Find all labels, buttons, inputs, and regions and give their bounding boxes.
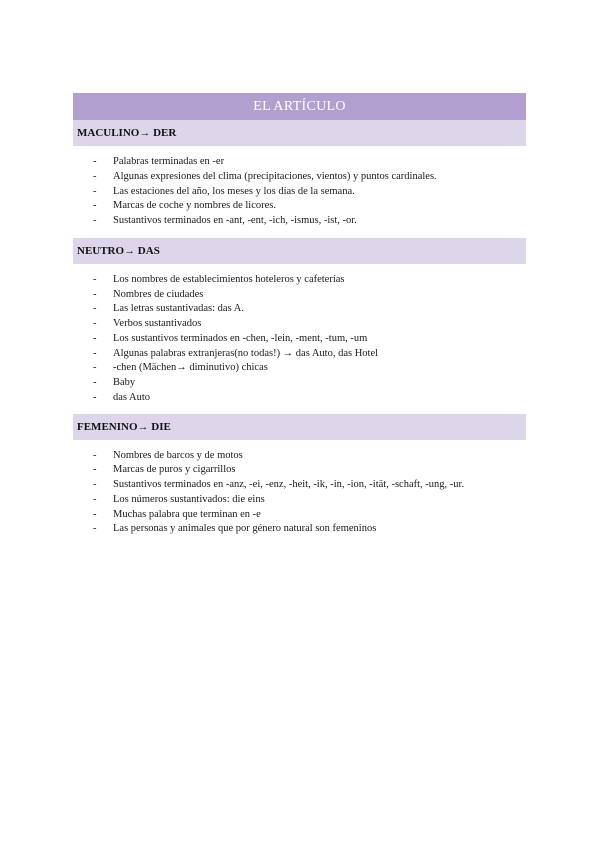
section-heading-feminine: FEMENINO→ DIE: [73, 414, 526, 440]
list-item: - Nombres de ciudades: [93, 288, 204, 300]
list-item: - Las letras sustantivadas: das A.: [93, 303, 244, 315]
list-item: - Algunas palabras extranjeras(no todas!) → das Auto, das Hotel: [93, 347, 379, 359]
section-feminine: [73, 414, 526, 538]
list-item: - Sustantivos terminados en -anz, -ei, -enz, -heit, -ik, -in, -ion, -ität, -schaft, -ung, -ur.: [93, 479, 465, 490]
list-item: - Sustantivos terminados en -ant, -ent, -ich, -ismus, -ist, -or.: [93, 215, 357, 226]
list-item: - Los números sustantivados: die eins: [93, 493, 265, 505]
list-item: - Nombres de barcos y de motos: [93, 449, 243, 461]
list-item: - Palabras terminadas en -er: [93, 156, 225, 167]
list-item: - Las estaciones del año, los meses y los días de la semana.: [93, 185, 355, 197]
list-item: - Marcas de puros y cigarrillos: [93, 464, 236, 476]
list-item: - Los sustantivos terminados en -chen, -lein, -ment, -tum, -um: [93, 332, 368, 344]
list-item: - Marcas de coche y nombres de licores.: [93, 200, 276, 212]
document-page: [73, 93, 526, 537]
list-item: - Algunas expresiones del clima (precipitaciones, vientos) y puntos cardinales.: [93, 170, 437, 182]
list-item: - Baby: [93, 377, 136, 388]
document-title: EL ARTÍCULO: [73, 93, 526, 120]
list-item: - das Auto: [93, 391, 151, 403]
list-item: - Muchas palabra que terminan en -e: [93, 508, 261, 520]
section-masculine: [73, 120, 526, 238]
masculine-list: [73, 146, 526, 238]
list-item: - -chen (Mächen→ diminutivo) chicas: [93, 362, 268, 374]
list-item: - Los nombres de establecimientos hoteleros y cafeterías: [93, 273, 345, 285]
section-neuter: [73, 238, 526, 414]
feminine-list: [73, 440, 526, 538]
neuter-list: [73, 264, 526, 414]
list-item: - Verbos sustantivados: [93, 318, 202, 329]
section-heading-masculine: MACULINO→ DER: [73, 120, 526, 146]
list-item: - Las personas y animales que por género natural son femeninos: [93, 523, 377, 535]
section-heading-neuter: NEUTRO→ DAS: [73, 238, 526, 264]
